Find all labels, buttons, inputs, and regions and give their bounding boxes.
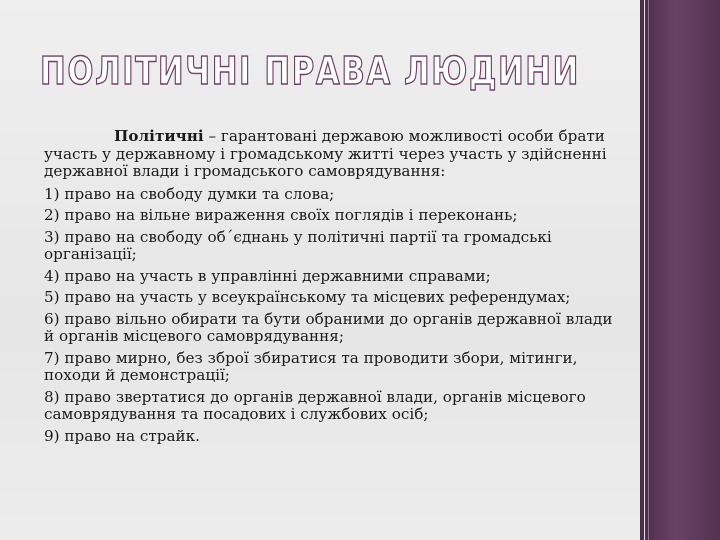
list-item: 6) право вільно обирати та бути обраними до органів державної влади й органів місцевого самоврядування; [44,309,613,345]
list-item: 9) право на страйк. [44,426,200,445]
definition-text: – гарантовані державою можливості особи брати участь у державному і громадському житті через участь у здійсненні державної влади і громадського самоврядування: [44,127,607,180]
list-item: 1) право на свободу думки та слова; [44,184,335,203]
list-item: 8) право звертатися до органів державної влади, органів місцевого самоврядування та посадових і службових осіб; [44,387,586,423]
slide-title-text: ПОЛІТИЧНІ ПРАВА ЛЮДИНИ [40,49,580,93]
side-bar-stripe [644,0,645,540]
slide-title [40,46,600,96]
side-bar-stripe [648,0,649,540]
list-item: 7) право мирно, без зброї збиратися та проводити збори, мітинги, походи й демонстрації; [44,348,578,384]
list-item: 2) право на вільне вираження своїх поглядів і переконань; [44,206,518,224]
list-item: 4) право на участь в управлінні державними справами; [44,266,491,285]
list-item: 3) право на свободу об´єднань у політичні партії та громадські організації; [44,227,552,263]
definition-paragraph [44,128,624,181]
decorative-side-bar [640,0,720,540]
list-item: 5) право на участь у всеукраїнському та місцевих референдумах; [44,288,571,306]
definition-term: Політичні [114,127,204,145]
slide-body [44,128,624,449]
